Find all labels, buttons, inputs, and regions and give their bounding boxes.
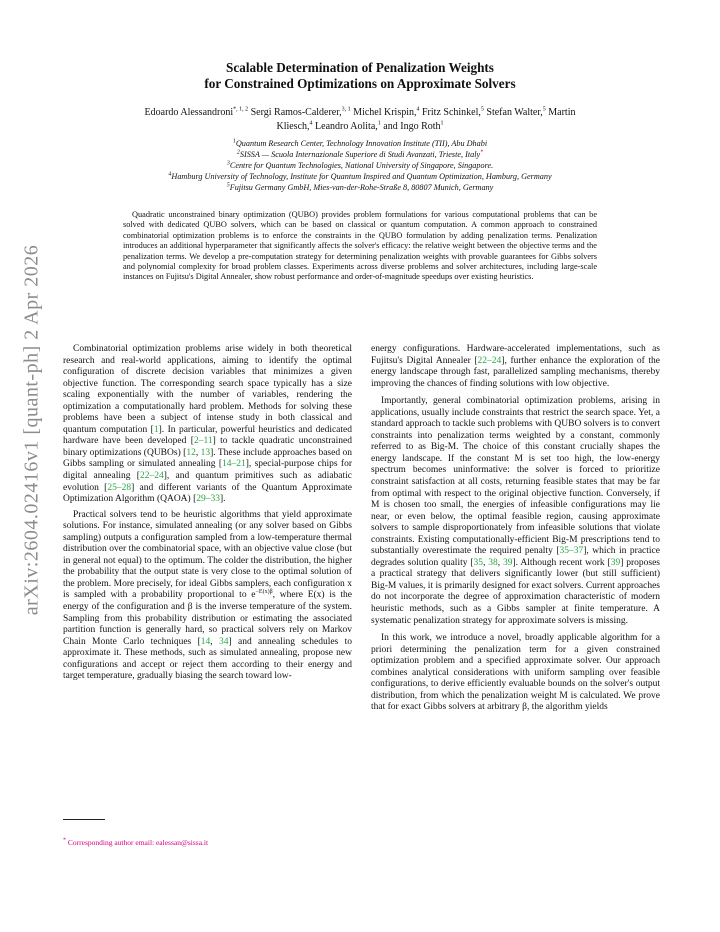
citation-link[interactable]: 14 [200, 636, 211, 647]
intro-paragraph-3 [371, 344, 660, 390]
author-affil-sup: 4 [416, 106, 420, 113]
text-run: ] proposes a practical strategy that delivers significantly lower (but still sufficient) Big-M values, it is primarily designed for exact solvers. Current approaches do not incorporate the degree of approximation characteristic of modern heuristic methods, such as a Gibbs sampler at finite temperature. A systematic penalization strategy for approximate solvers is missing. [371, 557, 660, 626]
intro-paragraph-2 [63, 510, 352, 683]
author-affil-sup: *, 1, 2 [233, 106, 249, 113]
affiliation-number: 1 [232, 138, 236, 145]
author-affil-sup: 1 [377, 120, 381, 127]
intro-paragraph-1 [63, 344, 352, 506]
author: Martin Kliesch, [276, 107, 576, 132]
citation-link[interactable]: 39 [502, 557, 513, 568]
corresponding-author-email[interactable]: Corresponding author email: ealessan@sissa.it [67, 838, 209, 847]
citation-link[interactable]: 14–21 [222, 459, 246, 470]
intro-paragraph-5: In this work, we introduce a novel, broadly applicable algorithm for a priori determining the penalization term for a given constrained optimization problem and a specified approximate solver. Our approach combines analytical considerations with uniform sampling over feasible configurations, to derive efficiently evaluable bounds on the solver's output distribution, from which the penalization weight M is calculated. We prove that for exact Gibbs solvers at arbitrary β, the algorithm yields [371, 633, 660, 713]
exponent: −E(x)β [255, 589, 273, 596]
author: Sergi Ramos-Calderer, [250, 107, 342, 118]
citation-link[interactable]: 12 [186, 447, 196, 458]
text-run: ]. Although recent work [ [512, 557, 611, 568]
text-run: , [195, 447, 201, 458]
affiliation [70, 171, 650, 182]
affiliation-list [70, 138, 650, 193]
text-run: , [497, 557, 503, 568]
title-line-2: for Constrained Optimizations on Approximate Solvers [204, 76, 516, 91]
affiliation-text: Hamburg University of Technology, Institute for Quantum Inspired and Quantum Optimization, Hamburg, Germany [171, 172, 552, 181]
text-run: ], and quantum primitives such as adiabatic evolution [ [63, 471, 352, 493]
text-run: ]. In particular, powerful heuristics and dedicated hardware have been developed [ [63, 424, 352, 447]
author-affil-sup: 1 [440, 120, 444, 127]
text-run: , [210, 636, 219, 647]
footnote-mark: * [63, 837, 66, 844]
intro-paragraph-4 [371, 396, 660, 627]
footnote-rule [63, 819, 105, 820]
affiliation [70, 138, 650, 149]
citation-link[interactable]: 38 [488, 557, 498, 568]
footnote [63, 838, 352, 847]
title-line-1: Scalable Determination of Penalization Weights [226, 60, 494, 75]
author-list [140, 106, 580, 133]
affiliation-number: 3 [226, 160, 230, 167]
citation-link[interactable]: 35 [473, 557, 483, 568]
and-conjunction: and [383, 120, 398, 132]
citation-link[interactable]: 22–24 [139, 471, 164, 482]
right-column [371, 344, 660, 718]
text-run: ], which in practice degrades solution quality [ [371, 546, 660, 568]
affiliation-text: Fujitsu Germany GmbH, Mies-van-der-Rohe-Straße 8, 80807 Munich, Germany [229, 183, 494, 192]
author-affil-sup: 5 [480, 106, 484, 113]
text-run: ], special-purpose chips for digital annealing [ [63, 459, 352, 482]
text-run: ] to tackle quadratic unconstrained binary optimizations (QUBOs) [ [63, 436, 352, 458]
citation-link[interactable]: 1 [153, 424, 159, 435]
affiliation-text: SISSA — Scuola Internazionale Superiore di Studi Avanzati, Trieste, Italy [239, 150, 481, 159]
text-run: ]. [220, 494, 226, 505]
author: Ingo Roth [400, 120, 441, 132]
author: Leandro Aolita, [315, 120, 378, 132]
author-affil-sup: 5 [542, 106, 546, 113]
text-run: ] and annealing schedules to approximate it. These methods, such as simulated annealing, propose new configurations and accept or reject them according to their energy and target temperature, gradually biasing the search toward low- [63, 636, 352, 682]
affiliation-footnote-mark[interactable]: * [480, 149, 484, 156]
citation-link[interactable]: 29–33 [196, 494, 220, 505]
author: Michel Krispin, [353, 107, 417, 118]
text-run: , [483, 557, 489, 568]
text-run: Practical solvers tend to be heuristic algorithms that yield approximate solutions. For instance, simulated annealing (or any solver based on Gibbs sampling) outputs a configuration sampled from a low-temperature thermal distribution over the combinatorial space, with an objective value close (but in general not equal) to the optimum. The colder the distribution, the higher the probability that the output state is very close to the optimal solution of the problem. More precisely, for ideal Gibbs samplers, each configuration x is sampled with a probability proportional to e [63, 509, 352, 601]
text-run: ]. These include approaches based on Gibbs sampling or simulated annealing [ [63, 447, 352, 470]
text-run: Importantly, general combinatorial optimization problems, arising in applications, usually include constraints that restrict the search space. Yet, a standard approach to tackle such problems with QUBO solvers is to convert constraints into penalization terms weighted by a constant, commonly referred to as Big-M. The choice of this constant crucially shapes the energy landscape. If the constant M is set too high, the low-energy spectrum becomes uninformative: the solver is forced to prioritize constraint satisfaction at all costs, returning feasible states that may be far from optimal with respect to the original objective function. Conversely, if M is chosen too small, the energies of infeasible configurations may lie near, or even below, the optimal feasible region, causing approximate solvers to sample disproportionately from infeasible solutions that violate constraints. Existing computationally-efficient Big-M prescriptions tend to substantially overestimate the required penalty [ [371, 396, 660, 557]
author-affil-sup: 4 [309, 120, 313, 127]
citation-link[interactable]: 2–11 [193, 436, 213, 447]
citation-link[interactable]: 39 [610, 557, 621, 568]
affiliation-number: 4 [168, 171, 172, 178]
abstract: Quadratic unconstrained binary optimization (QUBO) provides problem formulations for various computational problems that can be solved with dedicated QUBO solvers, which can be based on classical or quantum computation. A common approach to constrained combinatorial optimization problems is to enforce the constraints in the QUBO formulation by adding penalization terms. Penalization introduces an additional hyperparameter that significantly affects the solver's efficacy: the relative weight between the objective terms and the penalization terms. We develop a pre-computation strategy for determining penalization weights with provable guarantees for Gibbs solvers and polynomial complexity for broad problem classes. Experiments across diverse problems and solver architectures, including large-scale instances on Fujitsu's Digital Annealer, show robust performance and order-of-magnitude speedups over existing heuristics. [123, 210, 597, 282]
text-run: Combinatorial optimization problems arise widely in both theoretical research and real-world applications, aiming to identify the optimal configuration of discrete decision variables that minimizes a given objective function. The corresponding search space typically has a size scaling exponentially with the number of variables, rendering the optimization a computationally hard problem. Methods for solving these problems have been a subject of intense study in both classical and quantum computation [ [63, 344, 352, 435]
paper-title [120, 60, 600, 92]
affiliation [70, 160, 650, 171]
affiliation-text: Quantum Research Center, Technology Innovation Institute (TII), Abu Dhabi [235, 139, 488, 148]
text-run: ], further enhance the exploration of the energy landscape through fast, parallelized sampling mechanisms, thereby improving the chances of finding solutions with low objective. [371, 355, 660, 389]
text-run: , where E(x) is the energy of the configuration and β is the inverse temperature of the system. Sampling from this probability distribution or estimating the associated partition function is generally hard, so practical solvers rely on Markov Chain Monte Carlo techniques [ [63, 590, 352, 647]
arxiv-side-stamp [12, 210, 52, 650]
affiliation [70, 149, 650, 160]
affiliation [70, 182, 650, 193]
author: Edoardo Alessandroni [144, 107, 234, 118]
citation-link[interactable]: 25–28 [107, 482, 132, 493]
text-run: ] and different variants of the Quantum Approximate Optimization Algorithm (QAOA) [ [63, 482, 352, 505]
affiliation-text: Centre for Quantum Technologies, National University of Singapore, Singapore. [229, 161, 494, 170]
affiliation-number: 5 [226, 182, 230, 189]
author: Stefan Walter, [486, 107, 543, 118]
left-column [63, 344, 352, 687]
arxiv-identifier: arXiv:2604.02416v1 [quant-ph] 2 Apr 2026 [20, 244, 43, 616]
text-run: energy configurations. Hardware-accelerated implementations, such as Fujitsu's Digital Annealer [ [371, 344, 660, 366]
citation-link[interactable]: 35–37 [559, 546, 584, 557]
citation-link[interactable]: 34 [218, 636, 229, 647]
citation-link[interactable]: 22–24 [477, 355, 502, 366]
affiliation-number: 2 [236, 149, 240, 156]
author: Fritz Schinkel, [422, 107, 481, 118]
author-affil-sup: 3, 1 [341, 106, 351, 113]
citation-link[interactable]: 13 [200, 447, 211, 458]
